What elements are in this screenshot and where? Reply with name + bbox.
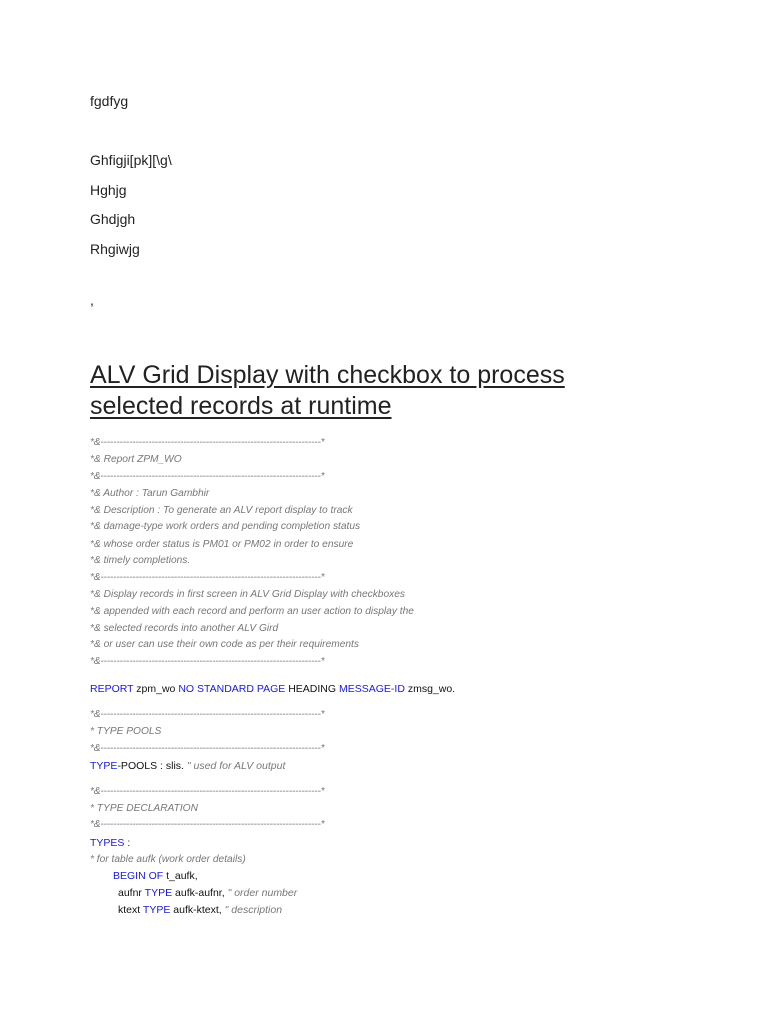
comment-aufk: * for table aufk (work order details) [90, 854, 246, 865]
comment-author: *& Author : Tarun Gambhir [90, 488, 210, 499]
comment-description-3: *& whose order status is PM01 or PM02 in order to ensure [90, 539, 354, 550]
keyword: NO STANDARD PAGE [178, 683, 286, 695]
keyword: BEGIN OF [113, 870, 164, 882]
article-title: ALV Grid Display with checkbox to process selected records at runtime [90, 361, 565, 420]
keyword: MESSAGE-ID [338, 683, 405, 695]
comment-info-1: *& Display records in first screen in ALV Grid Display with checkboxes [90, 589, 405, 600]
comment-separator: *&---------------------------------------------------------------------* [90, 819, 325, 830]
comment-separator: *&---------------------------------------------------------------------* [90, 709, 325, 720]
intro-line-6: , [90, 292, 94, 308]
inline-comment: " used for ALV output [186, 760, 286, 772]
keyword: TYPES [90, 837, 125, 849]
code-field-aufnr: aufnr TYPE aufk-aufnr, " order number [118, 887, 298, 899]
inline-comment: " description [224, 904, 283, 916]
comment-separator: *&---------------------------------------------------------------------* [90, 743, 325, 754]
comment-info-4: *& or user can use their own code as per their requirements [90, 639, 359, 650]
keyword: TYPE [142, 904, 171, 916]
code-types: TYPES : [90, 837, 131, 849]
comment-separator: *&---------------------------------------------------------------------* [90, 437, 325, 448]
intro-line-4: Ghdjgh [90, 211, 136, 227]
comment-description-1: *& Description : To generate an ALV report display to track [90, 505, 353, 516]
code-report-statement: REPORT zpm_wo NO STANDARD PAGE HEADING MESSAGE-ID zmsg_wo. [90, 683, 456, 695]
code-type-pools: TYPE-POOLS : slis. " used for ALV output [90, 760, 286, 772]
keyword: TYPE [144, 887, 173, 899]
comment-description-2: *& damage-type work orders and pending completion status [90, 521, 361, 532]
comment-separator: *&---------------------------------------------------------------------* [90, 471, 325, 482]
comment-info-2: *& appended with each record and perform an user action to display the [90, 606, 414, 617]
code-field-ktext: ktext TYPE aufk-ktext, " description [118, 904, 283, 916]
comment-report: *& Report ZPM_WO [90, 454, 182, 465]
intro-line-1: fgdfyg [90, 93, 129, 109]
keyword: REPORT [90, 683, 134, 695]
comment-description-4: *& timely completions. [90, 555, 191, 566]
intro-line-5: Rhgiwjg [90, 241, 140, 257]
comment-separator: *&---------------------------------------------------------------------* [90, 786, 325, 797]
comment-separator: *&---------------------------------------------------------------------* [90, 656, 325, 667]
code-begin-of: BEGIN OF t_aufk, [113, 870, 198, 882]
comment-separator: *&---------------------------------------------------------------------* [90, 572, 325, 583]
inline-comment: " order number [227, 887, 298, 899]
intro-line-3: Hghjg [90, 182, 127, 198]
keyword: TYPE [90, 760, 118, 772]
comment-type-declaration: * TYPE DECLARATION [90, 803, 198, 814]
comment-info-3: *& selected records into another ALV Gird [90, 623, 279, 634]
intro-line-2: Ghfigji[pk][\g\ [90, 152, 172, 168]
comment-type-pools: * TYPE POOLS [90, 726, 162, 737]
